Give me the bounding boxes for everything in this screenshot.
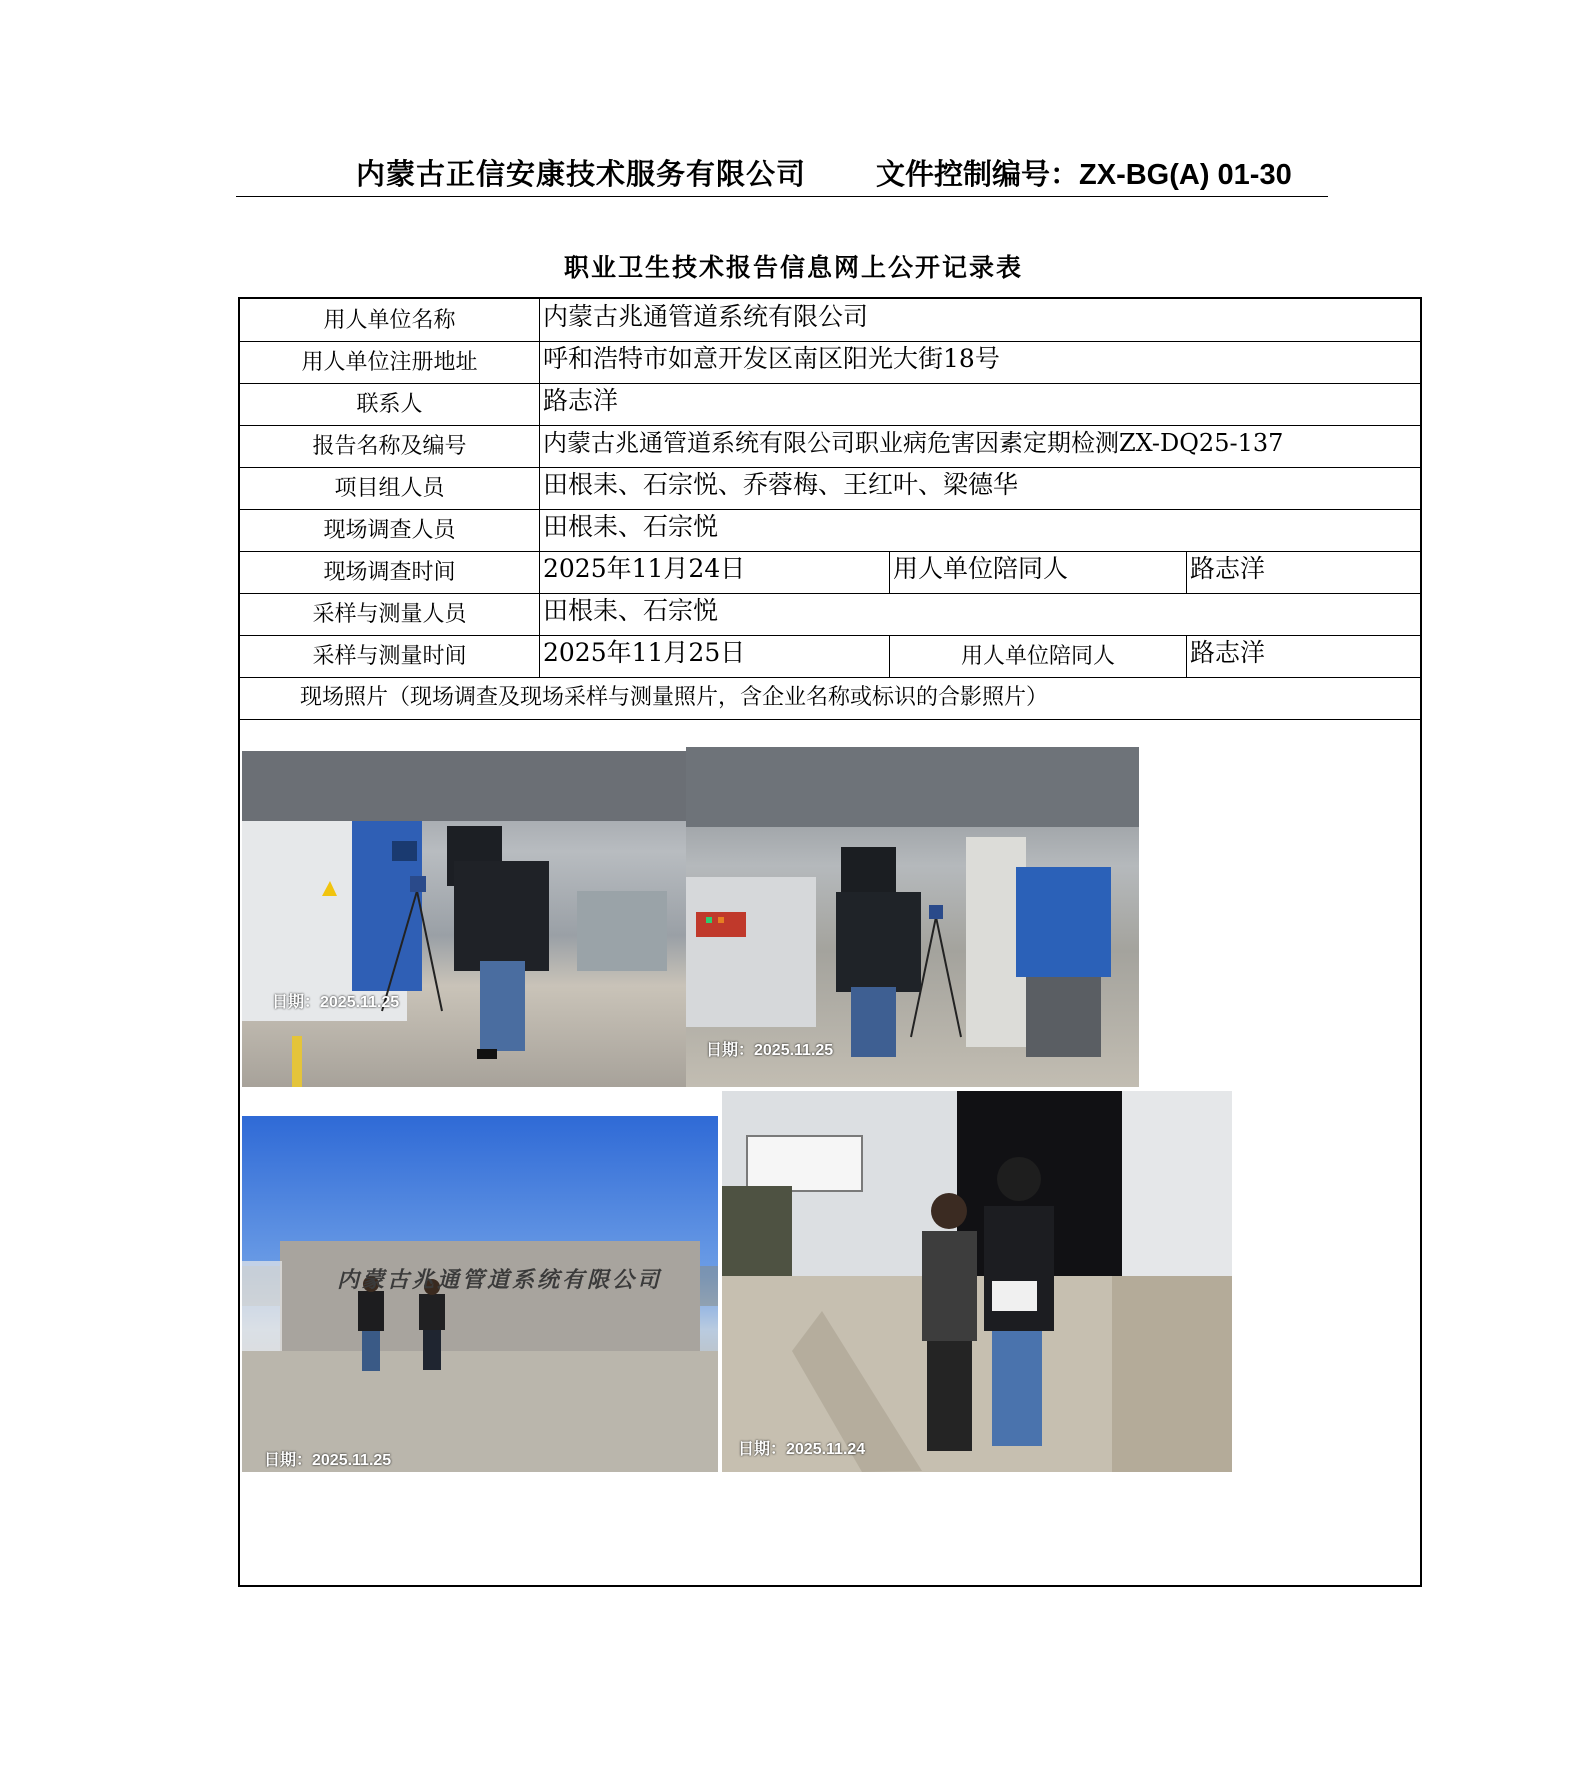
site-photo-2 xyxy=(686,747,1139,1087)
value-sampling-escort: 路志洋 xyxy=(1190,638,1266,667)
label-sampling-time: 采样与测量时间 xyxy=(240,635,540,677)
row-contact xyxy=(240,383,1420,426)
row-sampling-time xyxy=(240,635,1420,678)
row-sampling-staff xyxy=(240,593,1420,636)
label-project-team: 项目组人员 xyxy=(240,467,540,509)
label-sampling-escort: 用人单位陪同人 xyxy=(890,635,1187,677)
value-survey-escort: 路志洋 xyxy=(1190,554,1266,583)
document-number xyxy=(876,152,1292,193)
company-sign-image xyxy=(242,1116,718,1472)
row-project-team xyxy=(240,467,1420,510)
value-employer-address: 呼和浩特市如意开发区南区阳光大街18号 xyxy=(543,344,1000,373)
label-employer-name: 用人单位名称 xyxy=(240,299,540,341)
label-contact: 联系人 xyxy=(240,383,540,425)
label-survey-time: 现场调查时间 xyxy=(240,551,540,593)
factory-floor-image xyxy=(686,747,1139,1087)
value-report: 内蒙古兆通管道系统有限公司职业病危害因素定期检测ZX-DQ25-137 xyxy=(543,429,1284,457)
label-survey-staff: 现场调查人员 xyxy=(240,509,540,551)
document-header xyxy=(236,150,1328,197)
warehouse-image xyxy=(722,1091,1232,1472)
photo-date-2: 日期：2025.11.25 xyxy=(706,1042,834,1059)
photo-date-4: 日期：2025.11.24 xyxy=(738,1441,866,1458)
value-employer-name: 内蒙古兆通管道系统有限公司 xyxy=(543,302,869,331)
value-survey-staff: 田根耒、石宗悦 xyxy=(543,512,719,541)
factory-floor-image xyxy=(242,751,687,1087)
value-survey-time: 2025年11月24日 xyxy=(540,551,890,593)
row-employer-address xyxy=(240,341,1420,384)
company-sign-text: 内蒙古兆通管道系统有限公司 xyxy=(337,1267,663,1293)
value-sampling-time: 2025年11月25日 xyxy=(540,635,890,677)
row-photos-label: 现场照片（现场调查及现场采样与测量照片，含企业名称或标识的合影照片） xyxy=(240,677,1420,720)
row-survey-time xyxy=(240,551,1420,594)
value-project-team: 田根耒、石宗悦、乔蓉梅、王红叶、梁德华 xyxy=(543,470,1019,499)
label-sampling-staff: 采样与测量人员 xyxy=(240,593,540,635)
document-number-label: 文件控制编号： xyxy=(876,157,1080,191)
site-photo-1 xyxy=(242,751,687,1087)
form-title: 职业卫生技术报告信息网上公开记录表 xyxy=(563,253,1023,282)
company-name: 内蒙古正信安康技术服务有限公司 xyxy=(356,157,807,191)
row-report xyxy=(240,425,1420,468)
record-table xyxy=(238,297,1422,1587)
row-survey-staff xyxy=(240,509,1420,552)
photo-date-1: 日期：2025.11.25 xyxy=(272,994,400,1011)
photo-date-3: 日期：2025.11.25 xyxy=(264,1452,392,1469)
label-report: 报告名称及编号 xyxy=(240,425,540,467)
document-number-code: ZX-BG(A) 01-30 xyxy=(1079,159,1292,191)
label-survey-escort: 用人单位陪同人 xyxy=(890,551,1187,593)
row-employer-name xyxy=(240,299,1420,342)
label-employer-address: 用人单位注册地址 xyxy=(240,341,540,383)
value-contact: 路志洋 xyxy=(543,386,619,415)
site-photo-3 xyxy=(242,1116,718,1472)
site-photo-4 xyxy=(722,1091,1232,1472)
value-sampling-staff: 田根耒、石宗悦 xyxy=(543,596,719,625)
